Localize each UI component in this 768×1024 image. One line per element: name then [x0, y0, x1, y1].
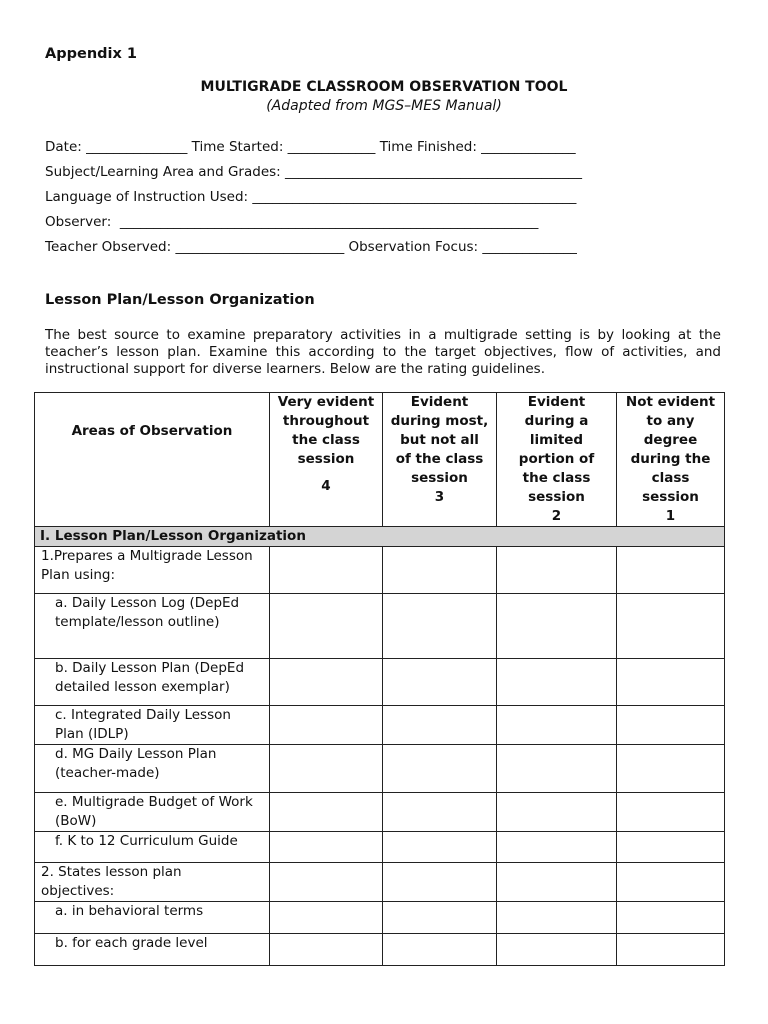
- rating-cell[interactable]: [617, 745, 725, 793]
- rating-cell[interactable]: [383, 659, 497, 706]
- rating-cell[interactable]: [270, 745, 383, 793]
- rating-cell[interactable]: [497, 793, 617, 832]
- rating-cell[interactable]: [270, 594, 383, 659]
- rating-cell[interactable]: [617, 934, 725, 966]
- rating-cell[interactable]: [383, 934, 497, 966]
- table-row: [35, 745, 725, 793]
- document-subtitle: (Adapted from MGS–MES Manual): [266, 98, 502, 114]
- table-row: [35, 594, 725, 659]
- rating-cell[interactable]: [383, 706, 497, 745]
- table-row: [35, 863, 725, 902]
- table-row: [35, 832, 725, 863]
- criterion-label: d. MG Daily Lesson Plan (teacher-made): [35, 745, 270, 793]
- rating-cell[interactable]: [383, 863, 497, 902]
- header-row: [35, 393, 725, 527]
- rating-cell[interactable]: [497, 745, 617, 793]
- table-row: [35, 793, 725, 832]
- criterion-label: a. in behavioral terms: [35, 902, 270, 934]
- intro-paragraph: The best source to examine preparatory activities in a multigrade setting is by looking at the teacher’s lesson plan. Examine this according to the target objectives, flow of activities, and instructional support for diverse learners. Below are the rating guidelines.: [45, 327, 721, 377]
- rating-cell[interactable]: [617, 793, 725, 832]
- language-field[interactable]: Language of Instruction Used: ________________________________________________: [45, 189, 577, 205]
- subject-field[interactable]: Subject/Learning Area and Grades: ____________________________________________: [45, 164, 582, 180]
- rating-header-1: [617, 393, 725, 527]
- criterion-label: a. Daily Lesson Log (DepEd template/lesson outline): [35, 594, 270, 659]
- rating-cell[interactable]: [617, 863, 725, 902]
- rating-header-label: Evident during a limited portion of the class session: [518, 394, 595, 505]
- rating-cell[interactable]: [497, 902, 617, 934]
- table-row: [35, 902, 725, 934]
- criterion-label: f. K to 12 Curriculum Guide: [35, 832, 270, 863]
- table-row: [35, 547, 725, 594]
- table-row: [35, 659, 725, 706]
- rating-cell[interactable]: [497, 832, 617, 863]
- rating-cell[interactable]: [383, 745, 497, 793]
- criterion-label: e. Multigrade Budget of Work (BoW): [35, 793, 270, 832]
- rating-cell[interactable]: [383, 793, 497, 832]
- criterion-label: b. for each grade level: [35, 934, 270, 966]
- table-row: [35, 706, 725, 745]
- rating-cell[interactable]: [497, 863, 617, 902]
- rating-cell[interactable]: [617, 902, 725, 934]
- document-title: MULTIGRADE CLASSROOM OBSERVATION TOOL: [200, 79, 568, 95]
- rating-cell[interactable]: [270, 793, 383, 832]
- rating-header-3: [383, 393, 497, 527]
- rating-cell[interactable]: [270, 863, 383, 902]
- rating-cell[interactable]: [383, 547, 497, 594]
- rating-cell[interactable]: [270, 934, 383, 966]
- rating-header-4: [270, 393, 383, 527]
- rating-cell[interactable]: [270, 902, 383, 934]
- criterion-label: c. Integrated Daily Lesson Plan (IDLP): [35, 706, 270, 745]
- date-time-field[interactable]: Date: _______________ Time Started: _____________ Time Finished: ______________: [45, 139, 576, 155]
- rating-cell[interactable]: [617, 706, 725, 745]
- rating-cell[interactable]: [270, 547, 383, 594]
- rating-header-number: 1: [665, 508, 676, 524]
- rating-cell[interactable]: [270, 832, 383, 863]
- rating-cell[interactable]: [497, 547, 617, 594]
- rating-cell[interactable]: [497, 659, 617, 706]
- rating-header-label: Not evident to any degree during the class session: [625, 394, 716, 505]
- areas-header: Areas of Observation: [35, 393, 270, 527]
- criterion-label: 2. States lesson plan objectives:: [35, 863, 270, 902]
- rating-cell[interactable]: [497, 594, 617, 659]
- rating-cell[interactable]: [383, 594, 497, 659]
- rating-cell[interactable]: [497, 934, 617, 966]
- rating-cell[interactable]: [617, 832, 725, 863]
- rating-header-number: 4: [321, 478, 331, 494]
- rating-header-number: 3: [434, 489, 445, 505]
- section-row-label: I. Lesson Plan/Lesson Organization: [35, 527, 725, 547]
- rating-cell[interactable]: [497, 706, 617, 745]
- rating-header-2: [497, 393, 617, 527]
- rating-cell[interactable]: [383, 832, 497, 863]
- observer-field[interactable]: Observer: ______________________________________________________________: [45, 214, 539, 230]
- section-heading: Lesson Plan/Lesson Organization: [45, 292, 315, 308]
- table-row: [35, 934, 725, 966]
- rating-header-number: 2: [551, 508, 562, 524]
- rating-cell[interactable]: [270, 659, 383, 706]
- criterion-label: b. Daily Lesson Plan (DepEd detailed lesson exemplar): [35, 659, 270, 706]
- section-row: [35, 527, 725, 547]
- rating-cell[interactable]: [617, 547, 725, 594]
- appendix-label: Appendix 1: [45, 46, 137, 62]
- rating-cell[interactable]: [617, 594, 725, 659]
- rating-cell[interactable]: [270, 706, 383, 745]
- teacher-focus-field[interactable]: Teacher Observed: _________________________ Observation Focus: ______________: [45, 239, 577, 255]
- rating-header-label: Very evident throughout the class session: [277, 394, 375, 467]
- rating-cell[interactable]: [383, 902, 497, 934]
- rating-header-label: Evident during most, but not all of the class session: [390, 394, 489, 486]
- observation-table: [34, 392, 725, 966]
- rating-cell[interactable]: [617, 659, 725, 706]
- criterion-label: 1.Prepares a Multigrade Lesson Plan using:: [35, 547, 270, 594]
